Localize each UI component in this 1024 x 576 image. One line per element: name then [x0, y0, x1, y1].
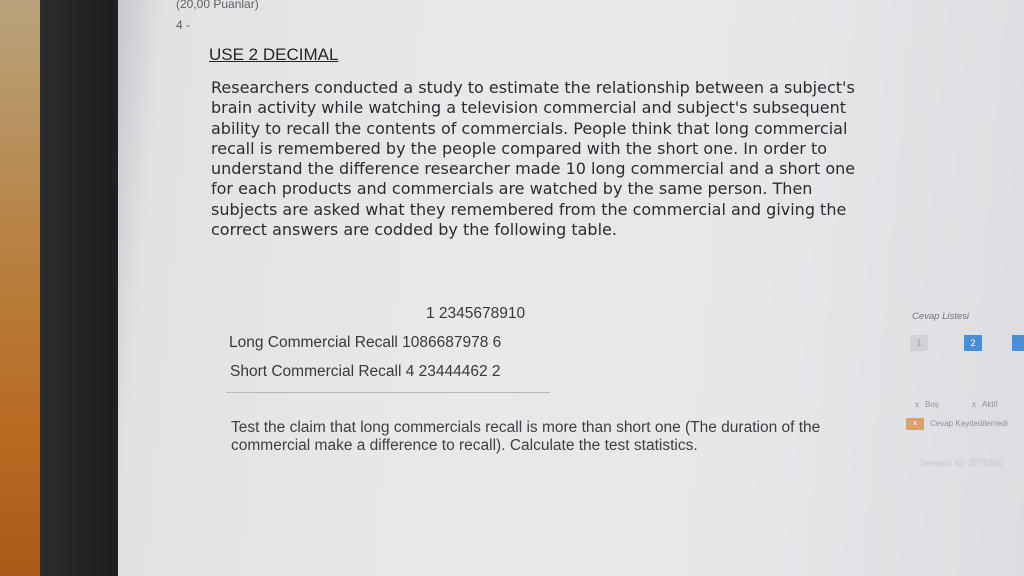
- table-short-row: Short Commercial Recall 4 23444462 2: [230, 363, 501, 380]
- question-prompt: Test the claim that long commercials recall is more than short one (The duration of the commercial make a difference to recall). Calculate the test statistics.: [231, 419, 821, 454]
- answer-list-button-1[interactable]: 1: [910, 335, 928, 351]
- question-number: 4 -: [176, 18, 191, 32]
- legend-not-saved: [906, 418, 1008, 430]
- legend-mark-icon: x: [915, 400, 919, 409]
- legend-mark-icon: x: [972, 400, 976, 409]
- question-header: USE 2 DECIMAL: [209, 45, 339, 64]
- legend-empty: [915, 400, 939, 409]
- answer-list-button-2[interactable]: 2: [964, 335, 982, 351]
- table-header-row: 1 2345678910: [426, 305, 526, 322]
- legend-active: [972, 400, 998, 409]
- legend-swatch-icon: x: [906, 418, 924, 430]
- table-long-row: Long Commercial Recall 1086687978 6: [229, 334, 502, 351]
- question-paragraph: Researchers conducted a study to estimate the relationship between a subject's brain activity while watching a television commercial and subject's subsequent ability to recall the contents of commercials. People think that long commercial recall is remembered by the people compared with the short one. In order to understand the difference researcher made 10 long commercial and a short one for each products and commercials are watched by the same person. Then subjects are asked what they remembered from the commercial and giving the correct answers are codded by the following table.: [211, 78, 856, 240]
- answer-list-title: Cevap Listesi: [912, 311, 970, 322]
- legend-active-label: Aktif: [982, 400, 998, 409]
- answer-list-button-3[interactable]: [1012, 335, 1024, 351]
- table-divider: [226, 392, 550, 393]
- question-points: (20,00 Puanlar): [176, 0, 259, 11]
- legend-not-saved-label: Cevap Kaydedilemedi: [930, 419, 1008, 429]
- legend-empty-label: Boş: [925, 400, 939, 409]
- session-id: Session ID: 2075260: [920, 458, 1004, 468]
